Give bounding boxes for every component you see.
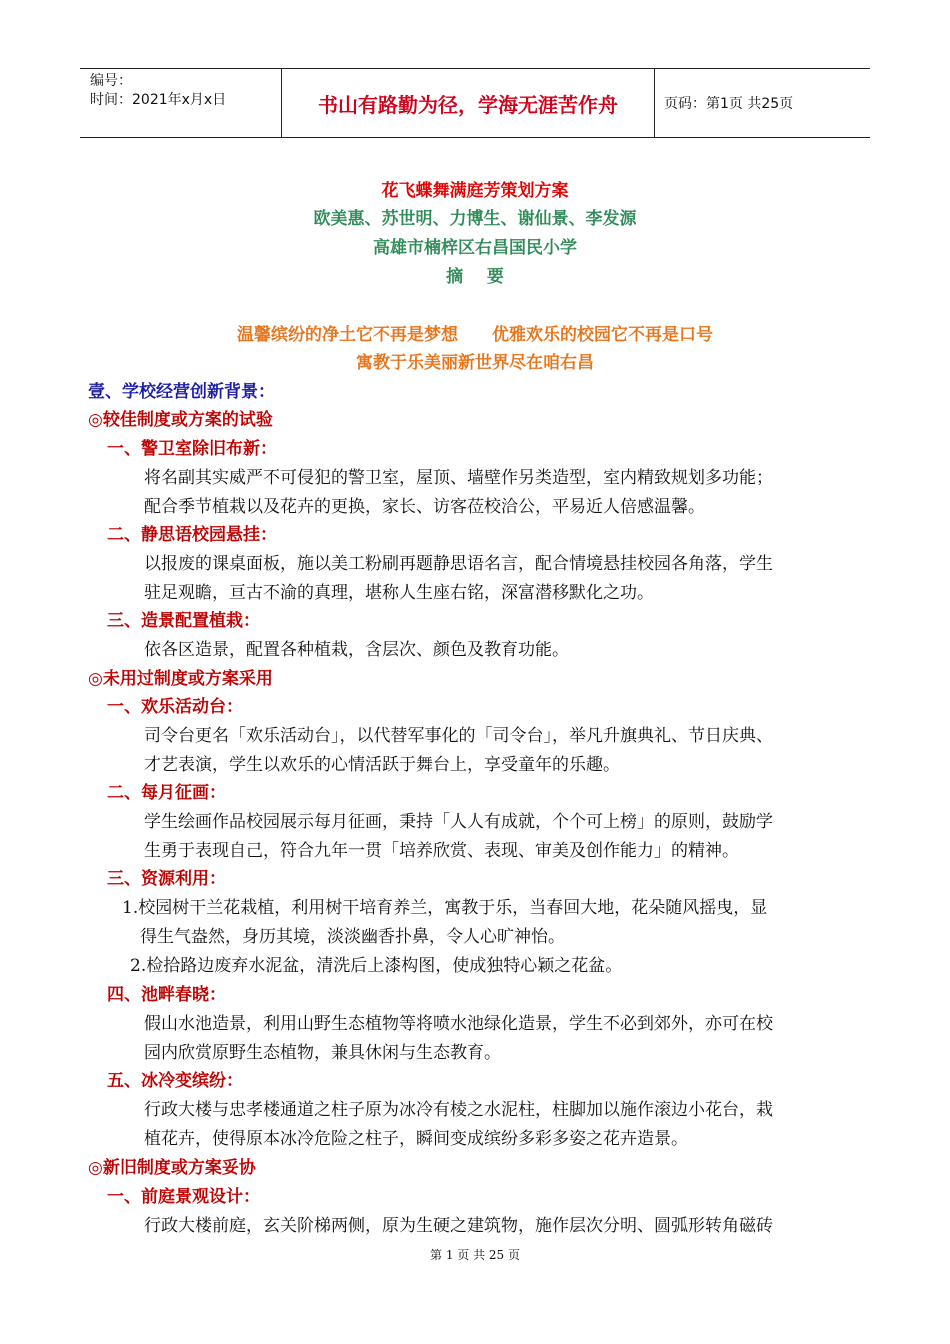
paragraph-line: 将名副其实威严不可侵犯的警卫室，屋顶、墙壁作另类造型，室内精致规划多功能； — [144, 468, 773, 488]
slogan-line-1: 温馨缤纷的净土它不再是梦想 优雅欢乐的校园它不再是口号 — [237, 325, 713, 345]
subsection-heading: ◎新旧制度或方案妥协 — [88, 1158, 256, 1178]
item-heading: 四、池畔春晓： — [107, 985, 226, 1005]
doc-authors: 欧美惠、苏世明、力博生、谢仙景、李发源 — [313, 209, 637, 229]
paragraph-line: 园内欣赏原野生态植物，兼具休闲与生态教育。 — [144, 1043, 501, 1063]
paragraph-line: 依各区造景，配置各种植栽，含层次、颜色及教育功能。 — [144, 640, 569, 660]
paragraph-line: 得生气盎然，身历其境，淡淡幽香扑鼻，令人心旷神怡。 — [140, 927, 565, 947]
item-heading: 五、冰冷变缤纷： — [107, 1071, 243, 1091]
item-heading: 二、每月征画： — [107, 783, 226, 803]
paragraph-line: 才艺表演，学生以欢乐的心情活跃于舞台上，享受童年的乐趣。 — [144, 755, 620, 775]
date-label: 时间：2021年x月x日 — [90, 92, 227, 108]
subsection-heading: ◎较佳制度或方案的试验 — [88, 410, 273, 430]
item-heading: 一、前庭景观设计： — [107, 1187, 260, 1207]
item-heading: 二、静思语校园悬挂： — [107, 525, 277, 545]
paragraph-line: 配合季节植栽以及花卉的更换，家长、访客莅校洽公，平易近人倍感温馨。 — [144, 497, 705, 517]
paragraph-line: 司令台更名「欢乐活动台」，以代替军事化的「司令台」，举凡升旗典礼、节日庆典、 — [144, 726, 773, 746]
subsection-heading: ◎未用过制度或方案采用 — [88, 669, 273, 689]
item-heading: 一、警卫室除旧布新： — [107, 439, 277, 459]
paragraph-line: 1.校园树干兰花栽植，利用树干培育养兰，寓教于乐，当春回大地，花朵随风摇曳，显 — [122, 898, 768, 918]
paragraph-line: 行政大楼与忠孝楼通道之柱子原为冰冷有棱之水泥柱，柱脚加以施作滚边小花台，栽 — [144, 1100, 773, 1120]
header-page-label: 页码：第1页 共25页 — [664, 96, 794, 112]
paragraph-line: 2.检拾路边废弃水泥盆，清洗后上漆构图，使成独特心颖之花盆。 — [130, 956, 623, 976]
paragraph-line: 驻足观瞻，亘古不渝的真理，堪称人生座右铭，深富潜移默化之功。 — [144, 583, 654, 603]
item-heading: 三、资源利用： — [107, 869, 226, 889]
paragraph-line: 行政大楼前庭，玄关阶梯两侧，原为生硬之建筑物，施作层次分明、圆弧形转角磁砖 — [144, 1216, 773, 1236]
slogan-line-2: 寓教于乐美丽新世界尽在咱右昌 — [356, 353, 594, 373]
number-label: 编号： — [90, 73, 132, 89]
paragraph-line: 假山水池造景，利用山野生态植物等将喷水池绿化造景，学生不必到郊外，亦可在校 — [144, 1014, 773, 1034]
paragraph-line: 植花卉，使得原本冰冷危险之柱子，瞬间变成缤纷多彩多姿之花卉造景。 — [144, 1129, 688, 1149]
document-header — [80, 68, 870, 138]
header-motto: 书山有路勤为径，学海无涯苦作舟 — [282, 69, 655, 137]
header-meta — [80, 69, 282, 137]
section-heading: 壹、学校经营创新背景： — [88, 382, 275, 402]
page-footer: 第 1 页 共 25 页 — [430, 1248, 520, 1262]
item-heading: 一、欢乐活动台： — [107, 697, 243, 717]
paragraph-line: 学生绘画作品校园展示每月征画，秉持「人人有成就，个个可上榜」的原则，鼓励学 — [144, 812, 773, 832]
paragraph-line: 以报废的课桌面板，施以美工粉刷再题静思语名言，配合情境悬挂校园各角落，学生 — [144, 554, 773, 574]
abstract-heading: 摘 要 — [446, 267, 504, 287]
doc-title: 花飞蝶舞满庭芳策划方案 — [381, 181, 569, 201]
item-heading: 三、造景配置植栽： — [107, 611, 260, 631]
paragraph-line: 生勇于表现自己，符合九年一贯「培养欣赏、表现、审美及创作能力」的精神。 — [144, 841, 739, 861]
doc-school: 高雄市楠梓区右昌国民小学 — [373, 238, 577, 258]
